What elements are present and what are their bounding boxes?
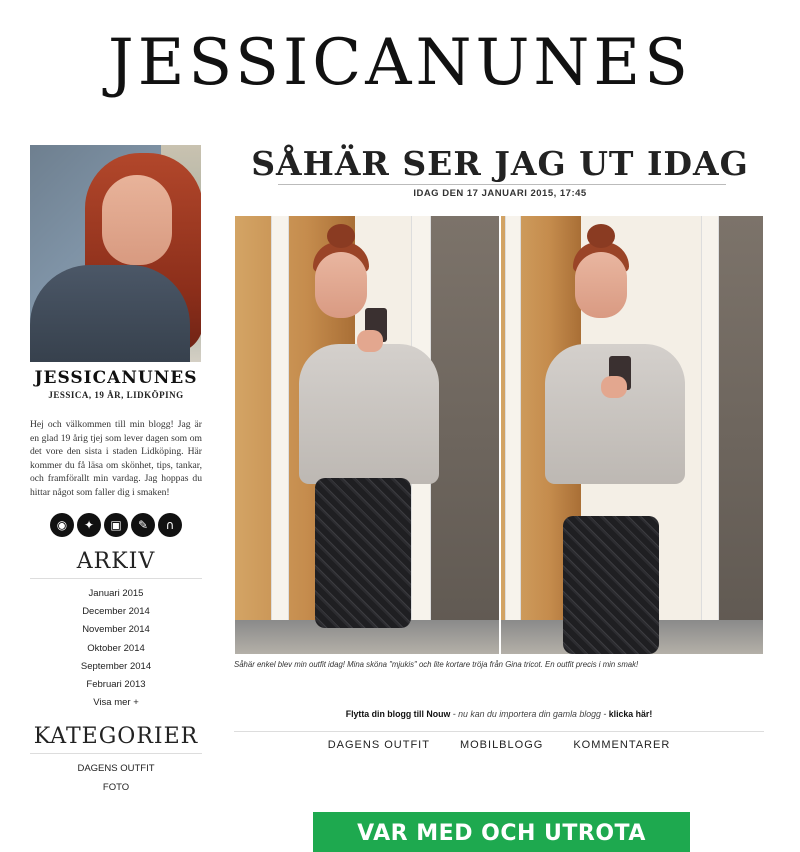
category-item[interactable]: DAGENS OUTFIT <box>77 763 155 775</box>
ad-banner[interactable] <box>313 812 690 852</box>
archive-item[interactable]: September 2014 <box>80 660 152 672</box>
rss-icon[interactable]: ◉ <box>50 513 74 537</box>
archive-list <box>30 585 202 712</box>
sidebar <box>30 145 202 797</box>
twitter-icon[interactable]: ✦ <box>77 513 101 537</box>
archive-item[interactable]: December 2014 <box>82 606 150 618</box>
archive-item[interactable]: November 2014 <box>82 624 150 636</box>
archive-item[interactable]: Februari 2013 <box>86 679 146 691</box>
archive-item[interactable]: Januari 2015 <box>88 588 144 599</box>
post-title[interactable]: SÅHÄR SER JAG UT IDAG <box>251 144 749 183</box>
ad-banner-text: VAR MED OCH UTROTA <box>357 821 646 846</box>
nouw-promo-title[interactable]: Flytta din blogg till Nouw <box>345 709 451 719</box>
nouw-promo-text: - nu kan du importera din gamla blogg - <box>450 709 609 719</box>
sidebar-bio: Hej och välkommen till min blogg! Jag är en glad 19 årig tjej som lever dagen som om det vore den sista i staden Lidköping. Här kommer du få läsa om skönhet, tips, tankar, och framförallt min vardag. Jag hoppas du hittar något som faller dig i smaken! <box>30 419 202 498</box>
categories-list <box>30 760 202 796</box>
category-item[interactable]: FOTO <box>102 781 130 793</box>
post-date: IDAG DEN 17 JANUARI 2015, 17:45 <box>413 188 587 199</box>
site-title[interactable]: JESSICANUNES <box>108 26 692 100</box>
link-dagens-outfit[interactable]: DAGENS OUTFIT <box>327 739 430 751</box>
title-divider <box>278 184 726 185</box>
sidebar-name: JESSICANUNES <box>34 368 198 388</box>
archive-heading: ARKIV <box>30 549 202 579</box>
sidebar-subtitle: JESSICA, 19 ÅR, LIDKÖPING <box>48 390 184 400</box>
archive-more-link[interactable]: Visa mer + <box>93 697 139 709</box>
post-footer-divider <box>234 731 764 732</box>
social-links <box>30 513 202 537</box>
nouw-promo-link[interactable]: klicka här! <box>608 709 653 719</box>
bloglovin-icon[interactable]: ✎ <box>131 513 155 537</box>
nouw-icon[interactable]: ∩ <box>158 513 182 537</box>
link-mobilblogg[interactable]: MOBILBLOGG <box>459 739 544 751</box>
profile-photo <box>30 145 201 362</box>
post-caption: Såhär enkel blev min outfit idag! Mina sköna "mjukis" och lite kortare tröja från Gina tricot. En outfit precis i min smak! <box>234 660 639 669</box>
outfit-photo-left <box>235 216 499 654</box>
instagram-icon[interactable]: ▣ <box>104 513 128 537</box>
categories-heading: KATEGORIER <box>30 724 202 754</box>
post-footer-links <box>234 739 764 751</box>
archive-item[interactable]: Oktober 2014 <box>87 642 145 654</box>
nouw-promo <box>234 709 764 719</box>
link-kommentarer[interactable]: KOMMENTARER <box>573 739 671 751</box>
outfit-photo-right <box>501 216 763 654</box>
